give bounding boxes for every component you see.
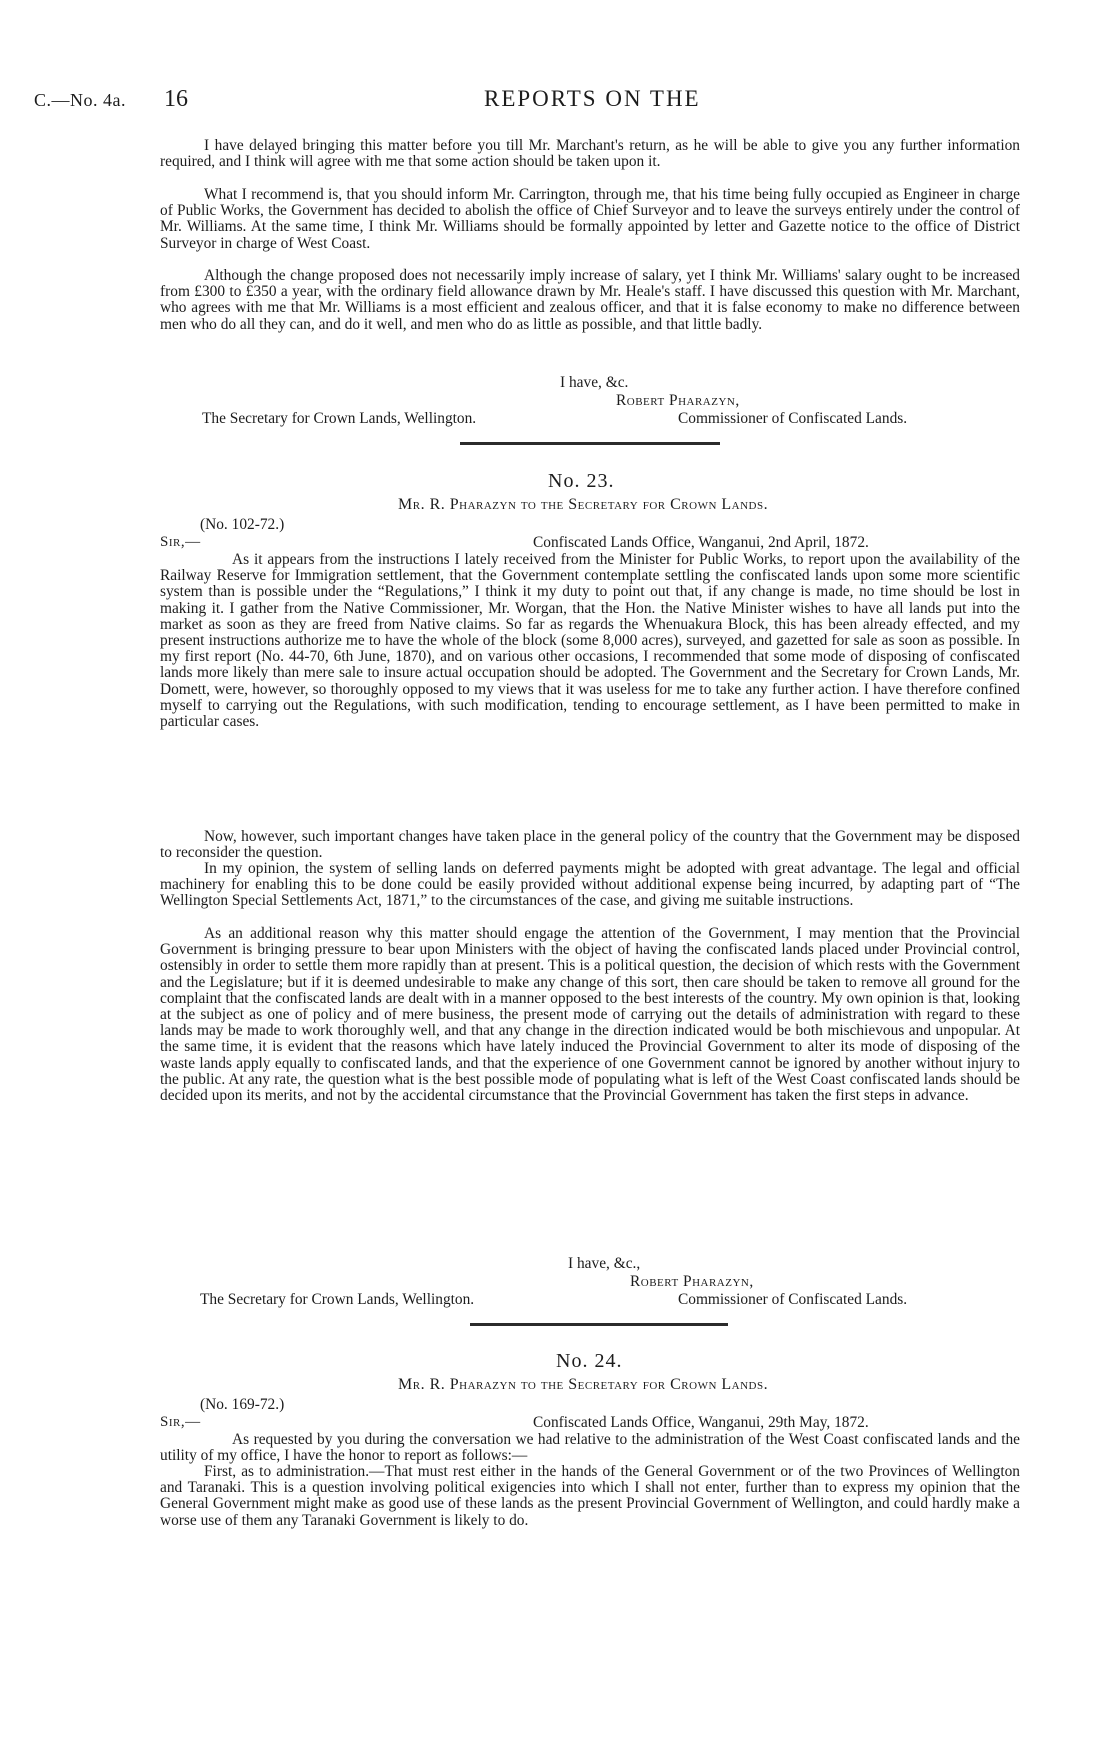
signatory-title: Commissioner of Confiscated Lands. — [678, 410, 908, 427]
closing: I have, &c., — [568, 1255, 641, 1272]
page-header — [34, 86, 1048, 116]
running-title: REPORTS ON THE — [484, 86, 701, 111]
paragraph: In my opinion, the system of selling lands on deferred payments might be adopted with great advantage. The legal and official machinery for enabling this to be done could be easily provided without additional expense being incurred, by adapting part of “The Wellington Special Settlements Act, 1871,” to the circumstances of the case, and giving me suitable instructions. — [160, 860, 1020, 910]
signatory-title: Commissioner of Confiscated Lands. — [678, 1291, 908, 1308]
document-number: No. 24. — [556, 1350, 623, 1372]
signature: Robert Pharazyn, — [616, 392, 740, 409]
dateline: Confiscated Lands Office, Wanganui, 29th May, 1872. — [533, 1414, 869, 1431]
document-number: No. 23. — [548, 470, 615, 492]
signature: Robert Pharazyn, — [630, 1273, 754, 1290]
dateline: Confiscated Lands Office, Wanganui, 2nd April, 1872. — [533, 534, 869, 551]
document-title: Mr. R. Pharazyn to the Secretary for Crown Lands. — [398, 1376, 769, 1393]
addressee: The Secretary for Crown Lands, Wellington. — [202, 410, 477, 427]
paragraph: Although the change proposed does not necessarily imply increase of salary, yet I think Mr. Williams' salary ought to be increased from £300 to £350 a year, with the ordinary field allowance drawn by Mr. Heale's staff. I have discussed this question with Mr. Marchant, who agrees with me that Mr. Williams is a most efficient and zealous officer, and that it is false economy to make no difference between men who do all they can, and do it well, and men who do as little as possible, and that little badly. — [160, 267, 1020, 333]
salutation: Sir,— — [160, 534, 201, 550]
paragraph: I have delayed bringing this matter before you till Mr. Marchant's return, as he will be able to give you any further information required, and I think will agree with me that some action should be taken upon it. — [160, 137, 1020, 171]
paragraph: As an additional reason why this matter should engage the attention of the Government, I may mention that the Provincial Government is bringing pressure to bear upon Ministers with the object of having the confiscated lands placed under Provincial control, ostensibly in order to settle them more rapidly than at present. This is a political question, the decision of which rests with the Government and the Legislature; but if it is deemed undesirable to make any change of this sort, then care should be taken to remove all ground for the complaint that the confiscated lands are dealt with in a manner opposed to the best interests of the country. My own opinion is that, looking at the subject as one of policy and of mere business, the present mode of carrying out the details of administration with regard to these lands may be made to work thoroughly well, and that any change in the direction indicated would be both mischievous and unpopular. At the same time, it is evident that the reasons which have lately induced the Provincial Government to alter its mode of disposing of the waste lands apply equally to confiscated lands, and that the experience of one Government cannot be ignored by another without injury to the public. At any rate, the question what is the best possible mode of populating what is left of the West Coast confiscated lands should be decided upon its merits, and not by the accidental circumstance that the Provincial Government has taken the first steps in advance. — [160, 925, 1020, 1105]
paragraph: First, as to administration.—That must rest either in the hands of the General Government or of the two Provinces of Wellington and Taranaki. This is a question involving political exigencies into which I shall not enter, further than to express my opinion that the General Government might make as good use of these lands as the present Provincial Government of Wellington, and could hardly make a worse use of them any Taranaki Government is likely to do. — [160, 1463, 1020, 1529]
paragraph: Now, however, such important changes have taken place in the general policy of the country that the Government may be disposed to reconsider the question. — [160, 828, 1020, 862]
closing: I have, &c. — [560, 374, 629, 391]
paragraph: What I recommend is, that you should inform Mr. Carrington, through me, that his time being fully occupied as Engineer in charge of Public Works, the Government has decided to abolish the office of Chief Surveyor and to leave the surveys entirely under the control of Mr. Williams. At the same time, I think Mr. Williams should be formally appointed by letter and Gazette notice to the office of District Surveyor in charge of West Coast. — [160, 186, 1020, 252]
letter-reference: (No. 102-72.) — [200, 516, 285, 533]
page-number: 16 — [164, 86, 188, 112]
addressee: The Secretary for Crown Lands, Wellington. — [200, 1291, 475, 1308]
section-divider — [470, 1323, 728, 1326]
document-reference: C.—No. 4a. — [34, 90, 126, 110]
paragraph: As requested by you during the conversation we had relative to the administration of the West Coast confiscated lands and the utility of my office, I have the honor to report as follows:— — [160, 1431, 1020, 1465]
section-divider — [460, 442, 720, 445]
paragraph: As it appears from the instructions I lately received from the Minister for Public Works, to report upon the availability of the Railway Reserve for Immigration settlement, that the Government contemplate settling the confiscated lands upon some more scientific system than is possible under the “Regulations,” I think it my duty to point out that, if any change is made, no time should be lost in making it. I gather from the Native Commissioner, Mr. Worgan, that the Hon. the Native Minister wishes to have all lands put into the market as soon as they are freed from Native claims. So far as regards the Whenuakura Block, this has been already effected, and my present instructions authorize me to have the whole of the block (some 8,000 acres), surveyed, and gazetted for sale as soon as possible. In my first report (No. 44-70, 6th June, 1870), and on various other occasions, I recommended that some mode of disposing of confiscated lands more likely than mere sale to insure actual occupation should be adopted. The Government and the Secretary for Crown Lands, Mr. Domett, were, however, so thoroughly opposed to my views that it was useless for me to take any further action. I have therefore confined myself to carrying out the Regulations, with such modification, tending to encourage settlement, as I have been permitted to make in particular cases. — [160, 551, 1020, 731]
document-title: Mr. R. Pharazyn to the Secretary for Crown Lands. — [398, 496, 769, 513]
salutation: Sir,— — [160, 1414, 201, 1430]
letter-reference: (No. 169-72.) — [200, 1396, 285, 1413]
